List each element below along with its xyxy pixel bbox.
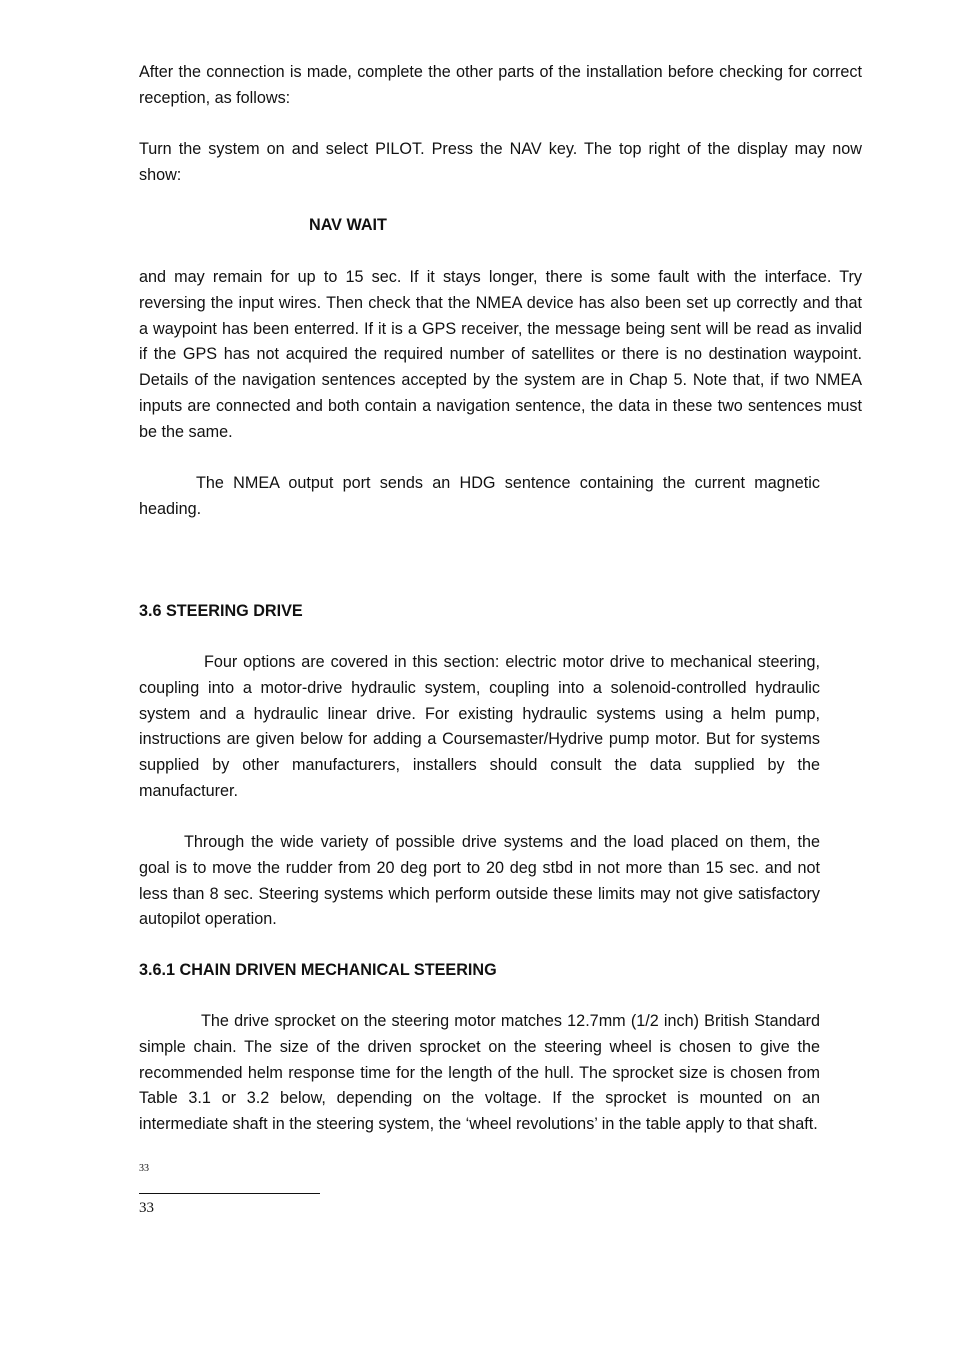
paragraph-nmea-output: The NMEA output port sends an HDG sentence containing the current magnetic heading.: [139, 474, 820, 518]
paragraph-four-options: Four options are covered in this section: electric motor drive to mechanical steering, coupling into a motor-drive hydraulic system, coupling into a solenoid-controlled hydraulic system and a hydraulic linear drive. For existing hydraulic systems using a helm pump, instructions are given below for adding a Coursemaster/Hydrive pump motor. But for systems supplied by other manufacturers, installers should consult the data supplied by the manufacturer.: [139, 653, 820, 800]
footnote-marker: 33: [139, 1163, 149, 1174]
footnote-divider: [139, 1193, 320, 1194]
section-heading-3-6-1: 3.6.1 CHAIN DRIVEN MECHANICAL STEERING: [139, 961, 497, 979]
paragraph-drive-goal: Through the wide variety of possible drive systems and the load placed on them, the goal is to move the rudder from 20 deg port to 20 deg stbd in not more than 15 sec. and not less than 8 sec. Steering systems which perform outside these limits may not give satisfactory autopilot operation.: [139, 833, 820, 929]
paragraph-turn-on: Turn the system on and select PILOT. Press the NAV key. The top right of the display may now show:: [139, 140, 862, 184]
page-number: 33: [139, 1200, 154, 1216]
paragraph-nav-wait-explanation: and may remain for up to 15 sec. If it stays longer, there is some fault with the interface. Try reversing the input wires. Then check that the NMEA device has also been set up correctly and that a waypoint has been enterred. If it is a GPS receiver, the message being sent will be read as invalid if the GPS has not acquired the required number of satellites or there is no destination waypoint. Details of the navigation sentences accepted by the system are in Chap 5. Note that, if two NMEA inputs are connected and both contain a navigation sentence, the data in these two sentences must be the same.: [139, 268, 862, 441]
section-heading-3-6: 3.6 STEERING DRIVE: [139, 602, 303, 620]
nav-wait-display-text: NAV WAIT: [309, 216, 387, 234]
paragraph-drive-sprocket: The drive sprocket on the steering motor matches 12.7mm (1/2 inch) British Standard simple chain. The size of the driven sprocket on the steering wheel is chosen to give the recommended helm response time for the length of the hull. The sprocket size is chosen from Table 3.1 or 3.2 below, depending on the voltage. If the sprocket is mounted on an intermediate shaft in the steering system, the ‘wheel revolutions’ in the table apply to that shaft.: [139, 1012, 820, 1134]
paragraph-connection: After the connection is made, complete the other parts of the installation before checking for correct reception, as follows:: [139, 63, 862, 107]
